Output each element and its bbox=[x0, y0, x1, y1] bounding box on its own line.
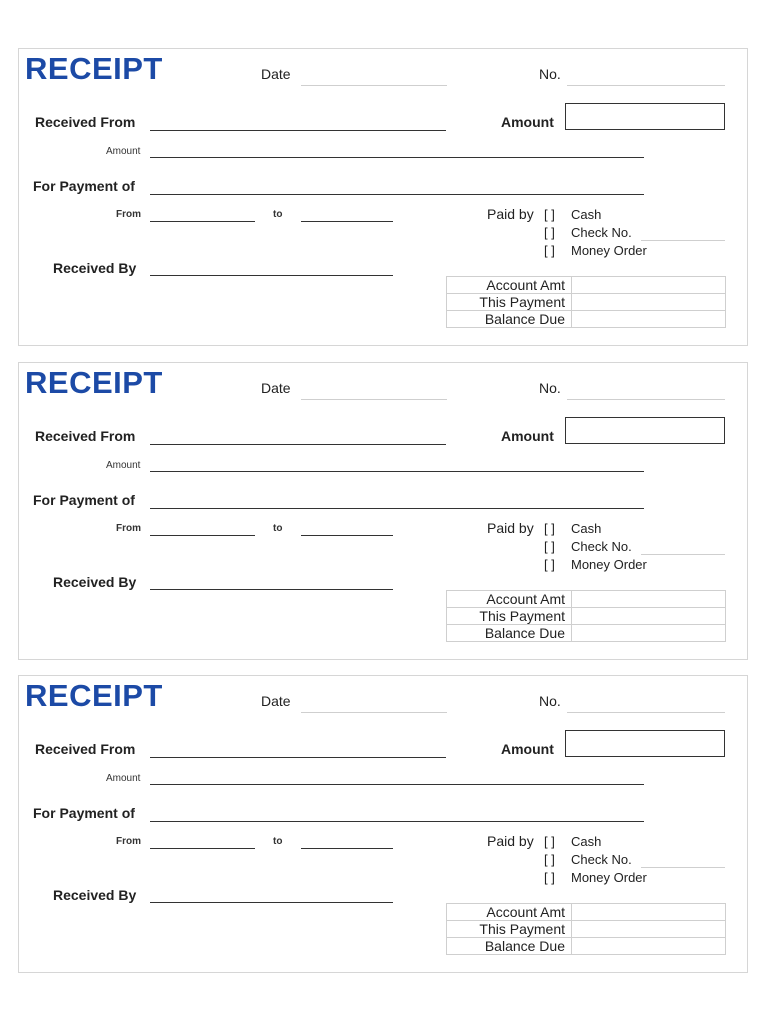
summary-row bbox=[447, 591, 726, 608]
this-payment-label: This Payment bbox=[447, 608, 572, 625]
cash-checkbox[interactable]: [ ] bbox=[544, 834, 555, 849]
receipt-title: RECEIPT bbox=[25, 678, 163, 713]
for-payment-label: For Payment of bbox=[33, 178, 135, 194]
received-from-field[interactable] bbox=[150, 130, 446, 131]
received-by-field[interactable] bbox=[150, 902, 393, 903]
amount-words-field[interactable] bbox=[150, 784, 644, 785]
date-label: Date bbox=[261, 66, 291, 82]
date-field[interactable] bbox=[301, 712, 447, 713]
summary-row bbox=[447, 277, 726, 294]
number-field[interactable] bbox=[567, 85, 725, 86]
received-from-field[interactable] bbox=[150, 757, 446, 758]
account-amt-field[interactable] bbox=[572, 904, 726, 921]
received-from-field[interactable] bbox=[150, 444, 446, 445]
received-from-label: Received From bbox=[35, 428, 136, 444]
this-payment-field[interactable] bbox=[572, 921, 726, 938]
received-from-label: Received From bbox=[35, 114, 136, 130]
summary-row bbox=[447, 938, 726, 955]
cash-option-label: Cash bbox=[571, 521, 602, 536]
money-order-option-label: Money Order bbox=[571, 243, 647, 258]
from-label: From bbox=[116, 523, 141, 534]
money-order-checkbox[interactable]: [ ] bbox=[544, 870, 555, 885]
check-option-label: Check No. bbox=[571, 539, 632, 554]
summary-table bbox=[446, 590, 726, 642]
check-number-field[interactable] bbox=[641, 554, 725, 555]
account-amt-field[interactable] bbox=[572, 591, 726, 608]
summary-table bbox=[446, 903, 726, 955]
check-checkbox[interactable]: [ ] bbox=[544, 852, 555, 867]
for-payment-label: For Payment of bbox=[33, 492, 135, 508]
to-field[interactable] bbox=[301, 535, 393, 536]
this-payment-label: This Payment bbox=[447, 294, 572, 311]
receipt-form bbox=[18, 362, 748, 660]
paid-by-label: Paid by bbox=[487, 520, 534, 536]
account-amt-label: Account Amt bbox=[447, 277, 572, 294]
balance-due-field[interactable] bbox=[572, 938, 726, 955]
date-field[interactable] bbox=[301, 399, 447, 400]
to-label: to bbox=[273, 209, 283, 220]
received-from-label: Received From bbox=[35, 741, 136, 757]
from-field[interactable] bbox=[150, 221, 255, 222]
amount-words-label: Amount bbox=[106, 460, 141, 471]
date-field[interactable] bbox=[301, 85, 447, 86]
received-by-label: Received By bbox=[53, 887, 137, 903]
check-checkbox[interactable]: [ ] bbox=[544, 225, 555, 240]
summary-table bbox=[446, 276, 726, 328]
paid-by-label: Paid by bbox=[487, 833, 534, 849]
number-field[interactable] bbox=[567, 399, 725, 400]
amount-field[interactable] bbox=[565, 103, 725, 130]
receipt-form bbox=[18, 48, 748, 346]
cash-checkbox[interactable]: [ ] bbox=[544, 207, 555, 222]
check-number-field[interactable] bbox=[641, 867, 725, 868]
balance-due-label: Balance Due bbox=[447, 938, 572, 955]
amount-label: Amount bbox=[501, 114, 554, 130]
received-by-label: Received By bbox=[53, 260, 137, 276]
account-amt-label: Account Amt bbox=[447, 591, 572, 608]
to-field[interactable] bbox=[301, 848, 393, 849]
received-by-field[interactable] bbox=[150, 589, 393, 590]
number-field[interactable] bbox=[567, 712, 725, 713]
summary-row bbox=[447, 294, 726, 311]
from-label: From bbox=[116, 209, 141, 220]
paid-by-label: Paid by bbox=[487, 206, 534, 222]
cash-checkbox[interactable]: [ ] bbox=[544, 521, 555, 536]
to-field[interactable] bbox=[301, 221, 393, 222]
amount-words-field[interactable] bbox=[150, 471, 644, 472]
amount-label: Amount bbox=[501, 428, 554, 444]
this-payment-field[interactable] bbox=[572, 294, 726, 311]
for-payment-label: For Payment of bbox=[33, 805, 135, 821]
money-order-option-label: Money Order bbox=[571, 870, 647, 885]
date-label: Date bbox=[261, 693, 291, 709]
receipt-form bbox=[18, 675, 748, 973]
balance-due-field[interactable] bbox=[572, 625, 726, 642]
money-order-checkbox[interactable]: [ ] bbox=[544, 243, 555, 258]
check-option-label: Check No. bbox=[571, 225, 632, 240]
date-label: Date bbox=[261, 380, 291, 396]
no-label: No. bbox=[539, 66, 561, 82]
to-label: to bbox=[273, 523, 283, 534]
receipt-title: RECEIPT bbox=[25, 365, 163, 400]
summary-row bbox=[447, 311, 726, 328]
summary-row bbox=[447, 608, 726, 625]
check-option-label: Check No. bbox=[571, 852, 632, 867]
this-payment-field[interactable] bbox=[572, 608, 726, 625]
to-label: to bbox=[273, 836, 283, 847]
amount-label: Amount bbox=[501, 741, 554, 757]
no-label: No. bbox=[539, 380, 561, 396]
amount-words-field[interactable] bbox=[150, 157, 644, 158]
check-checkbox[interactable]: [ ] bbox=[544, 539, 555, 554]
amount-field[interactable] bbox=[565, 730, 725, 757]
amount-words-label: Amount bbox=[106, 146, 141, 157]
balance-due-field[interactable] bbox=[572, 311, 726, 328]
receipt-title: RECEIPT bbox=[25, 51, 163, 86]
received-by-field[interactable] bbox=[150, 275, 393, 276]
money-order-option-label: Money Order bbox=[571, 557, 647, 572]
balance-due-label: Balance Due bbox=[447, 625, 572, 642]
no-label: No. bbox=[539, 693, 561, 709]
for-payment-field[interactable] bbox=[150, 821, 644, 822]
balance-due-label: Balance Due bbox=[447, 311, 572, 328]
account-amt-label: Account Amt bbox=[447, 904, 572, 921]
account-amt-field[interactable] bbox=[572, 277, 726, 294]
from-field[interactable] bbox=[150, 535, 255, 536]
amount-words-label: Amount bbox=[106, 773, 141, 784]
from-field[interactable] bbox=[150, 848, 255, 849]
summary-row bbox=[447, 625, 726, 642]
cash-option-label: Cash bbox=[571, 207, 602, 222]
received-by-label: Received By bbox=[53, 574, 137, 590]
cash-option-label: Cash bbox=[571, 834, 602, 849]
amount-field[interactable] bbox=[565, 417, 725, 444]
this-payment-label: This Payment bbox=[447, 921, 572, 938]
summary-row bbox=[447, 904, 726, 921]
check-number-field[interactable] bbox=[641, 240, 725, 241]
from-label: From bbox=[116, 836, 141, 847]
for-payment-field[interactable] bbox=[150, 508, 644, 509]
money-order-checkbox[interactable]: [ ] bbox=[544, 557, 555, 572]
for-payment-field[interactable] bbox=[150, 194, 644, 195]
summary-row bbox=[447, 921, 726, 938]
